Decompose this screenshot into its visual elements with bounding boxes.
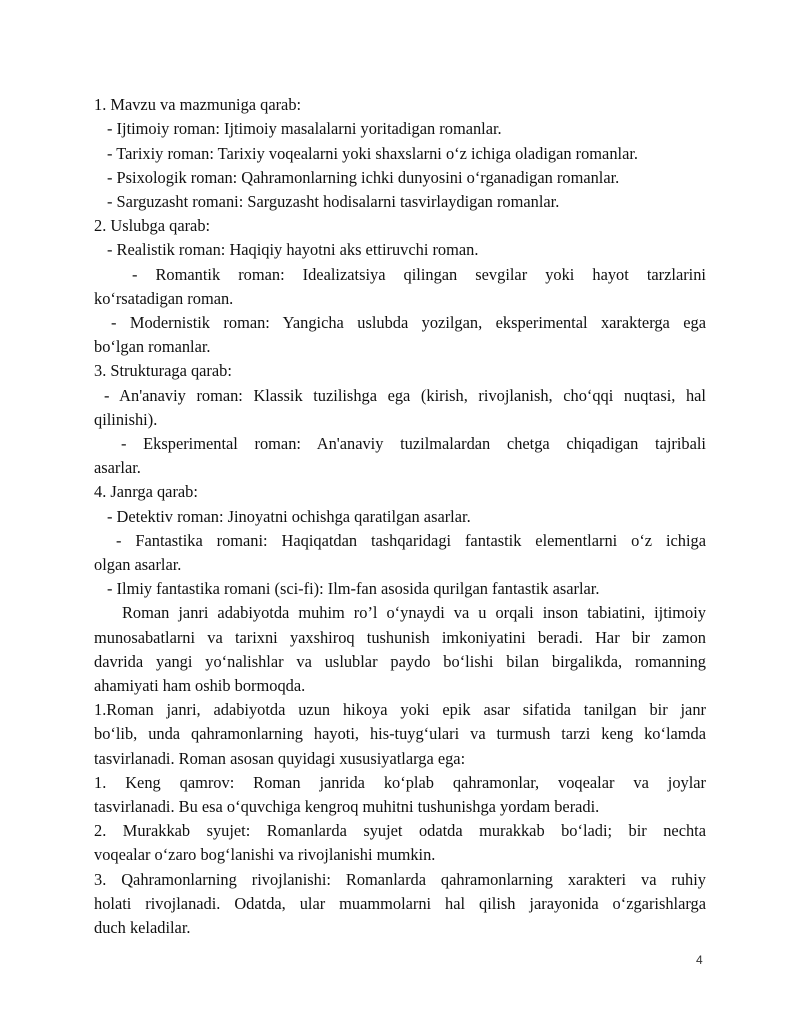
text-line: munosabatlarni va tarixni yaxshiroq tushunish imkoniyatini beradi. Har bir zamon [94,628,706,647]
text-line: duch keladilar. [94,918,191,937]
text-line: Roman janri adabiyotda muhim ro’l o‘ynaydi va u orqali inson tabiatini, ijtimoiy [122,603,706,622]
text-line: holati rivojlanadi. Odatda, ular muammolarni hal qilish jarayonida o‘zgarishlarga [94,894,706,913]
text-line: - Ilmiy fantastika romani (sci-fi): Ilm-fan asosida qurilgan fantastik asarlar. [107,579,600,598]
text-line: bo‘lgan romanlar. [94,337,211,356]
text-line: 4. Janrga qarab: [94,482,198,501]
text-line: - Tarixiy roman: Tarixiy voqealarni yoki shaxslarni o‘z ichiga oladigan romanlar. [107,144,639,163]
text-line: 3. Strukturaga qarab: [94,361,232,380]
text-line: ko‘rsatadigan roman. [94,289,234,308]
text-line: olgan asarlar. [94,555,182,574]
text-line: - Fantastika romani: Haqiqatdan tashqaridagi fantastik elementlarni o‘z ichiga [116,531,706,550]
text-line: bo‘lib, unda qahramonlarning hayoti, his-tuyg‘ulari va turmush tarzi keng ko‘lamda [94,724,706,743]
text-line: - Romantik roman: Idealizatsiya qilingan sevgilar yoki hayot tarzlarini [132,265,706,284]
text-line: davrida yangi yo‘nalishlar va uslublar paydo bo‘lishi bilan birgalikda, romanning [94,652,706,671]
text-line: - Ijtimoiy roman: Ijtimoiy masalalarni yoritadigan romanlar. [107,119,502,138]
page-number: 4 [696,953,703,967]
text-line: voqealar o‘zaro bog‘lanishi va rivojlanishi mumkin. [94,845,436,864]
text-line: 2. Uslubga qarab: [94,216,211,235]
text-line: 1. Mavzu va mazmuniga qarab: [94,95,302,114]
text-line: 2. Murakkab syujet: Romanlarda syujet odatda murakkab bo‘ladi; bir nechta [94,821,706,840]
text-line: qilinishi). [94,410,158,429]
text-line: - Sarguzasht romani: Sarguzasht hodisalarni tasvirlaydigan romanlar. [107,192,560,211]
text-line: tasvirlanadi. Roman asosan quyidagi xususiyatlarga ega: [94,749,466,768]
text-line: asarlar. [94,458,141,477]
text-line: - An'anaviy roman: Klassik tuzilishga ega (kirish, rivojlanish, cho‘qqi nuqtasi, hal [104,386,706,405]
text-line: - Eksperimental roman: An'anaviy tuzilmalardan chetga chiqadigan tajribali [121,434,706,453]
text-line: - Detektiv roman: Jinoyatni ochishga qaratilgan asarlar. [107,507,471,526]
text-line: - Modernistik roman: Yangicha uslubda yozilgan, eksperimental xarakterga ega [111,313,706,332]
text-line: 1. Keng qamrov: Roman janrida ko‘plab qahramonlar, voqealar va joylar [94,773,706,792]
text-line: - Realistik roman: Haqiqiy hayotni aks ettiruvchi roman. [107,240,479,259]
text-line: 3. Qahramonlarning rivojlanishi: Romanlarda qahramonlarning xarakteri va ruhiy [94,870,706,889]
text-line: tasvirlanadi. Bu esa o‘quvchiga kengroq muhitni tushunishga yordam beradi. [94,797,600,816]
text-line: 1.Roman janri, adabiyotda uzun hikoya yoki epik asar sifatida tanilgan bir janr [94,700,706,719]
text-line: - Psixologik roman: Qahramonlarning ichki dunyosini o‘rganadigan romanlar. [107,168,620,187]
text-line: ahamiyati ham oshib bormoqda. [94,676,306,695]
